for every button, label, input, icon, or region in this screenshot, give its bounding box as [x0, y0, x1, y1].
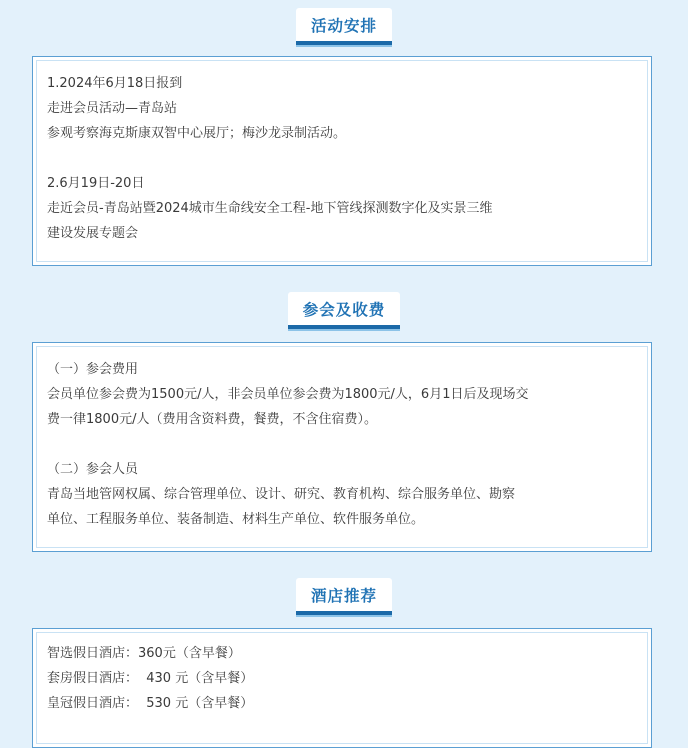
- schedule-title: [296, 8, 392, 41]
- hotels-card: [32, 628, 652, 748]
- title-underline-light: [296, 615, 392, 617]
- fees-part1-line2: 会员单位参会费为1500元/人，非会员单位参会费为1800元/人，6月1日后及现场交: [47, 387, 529, 402]
- schedule-section-header: [0, 8, 688, 41]
- fees-part2-line3: 单位、工程服务单位、装备制造、材料生产单位、软件服务单位。: [47, 512, 425, 527]
- fees-section-header: [0, 292, 688, 325]
- fees-part2-heading: （二）参会人员: [47, 462, 139, 477]
- fees-part2-line2: 青岛当地管网权属、综合管理单位、设计、研究、教育机构、综合服务单位、勘察: [47, 487, 516, 502]
- schedule-card: [32, 56, 652, 266]
- fees-card: [32, 342, 652, 552]
- hotels-title-text: 酒店推荐: [310, 587, 377, 605]
- fees-title-text: 参会及收费: [302, 301, 386, 319]
- schedule-item2-line2: 走近会员-青岛站暨2024城市生命线安全工程-地下管线探测数字化及实景三维: [47, 201, 493, 216]
- spacer: [47, 146, 637, 171]
- schedule-item1-line2: 走进会员活动—青岛站: [47, 101, 178, 116]
- schedule-item1-line3: 参观考察海克斯康双智中心展厅；梅沙龙录制活动。: [47, 126, 347, 141]
- title-underline-light: [288, 329, 401, 331]
- schedule-title-text: 活动安排: [310, 17, 377, 35]
- schedule-item2-line3: 建设发展专题会: [47, 226, 139, 241]
- hotels-title: [296, 578, 392, 611]
- spacer: [47, 432, 637, 457]
- hotel-row-2: 套房假日酒店： 430 元（含早餐）: [47, 671, 254, 686]
- schedule-item2-heading: 2.6月19日-20日: [47, 176, 145, 191]
- fees-part1-line3: 费一律1800元/人（费用含资料费，餐费，不含住宿费）。: [47, 412, 377, 427]
- hotel-row-3: 皇冠假日酒店： 530 元（含早餐）: [47, 696, 254, 711]
- title-underline-light: [296, 45, 392, 47]
- fees-part1-heading: （一）参会费用: [47, 362, 139, 377]
- hotel-row-1: 智选假日酒店：360元（含早餐）: [47, 646, 241, 661]
- fees-title: [288, 292, 401, 325]
- hotels-section-header: [0, 578, 688, 611]
- schedule-item1-heading: 1.2024年6月18日报到: [47, 76, 183, 91]
